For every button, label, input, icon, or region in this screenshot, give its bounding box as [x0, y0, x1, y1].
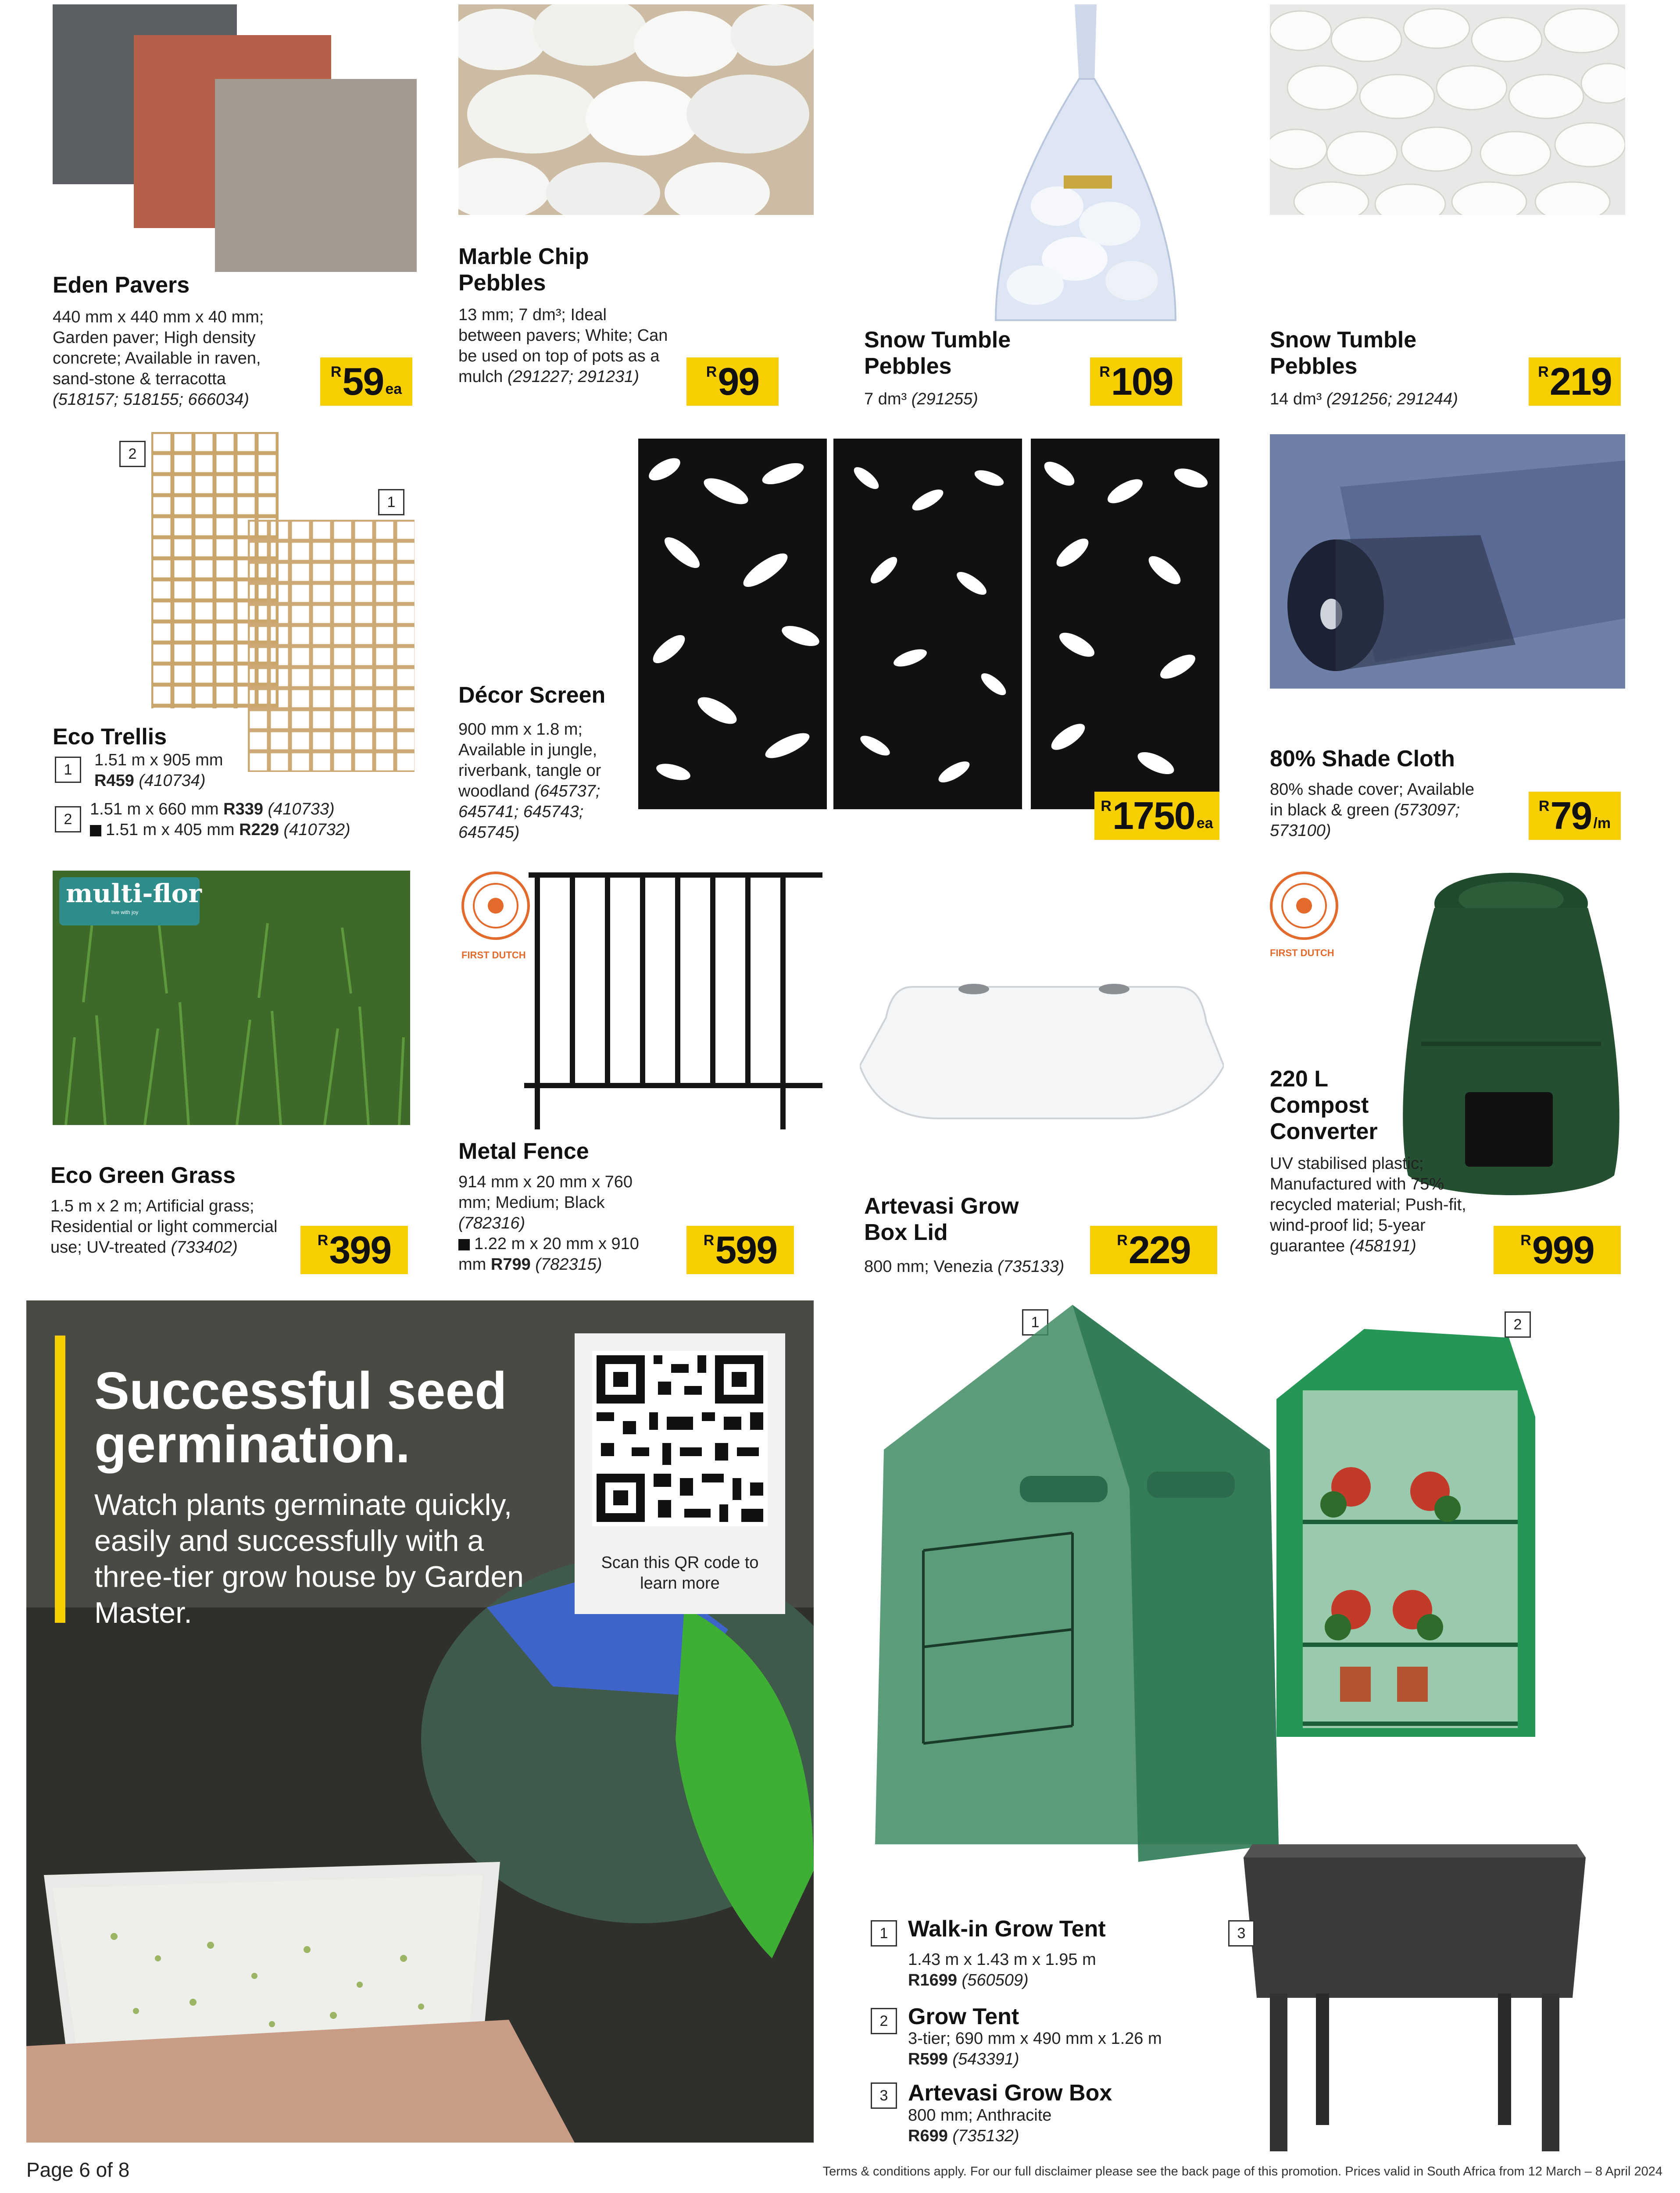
shade-cloth-image — [1270, 434, 1625, 689]
walk-in-tent-graphic — [858, 1305, 1296, 1866]
qr-code-caption: Scan this QR code to learn more — [601, 1554, 759, 1593]
grow-image-badge-2: 2 — [1505, 1311, 1531, 1338]
shade-cloth-desc: 80% shade cover; Available in black & green (573097; 573100) — [1270, 780, 1475, 840]
trellis-number-badge-2: 2 — [119, 441, 146, 467]
trellis-item-1: 1.51 m x 905 mm R459 (410734) — [94, 751, 223, 790]
artevasi-grow-box-image — [1239, 1836, 1590, 2154]
multi-flor-logo: multi-flor — [66, 879, 202, 908]
metal-fence-title: Metal Fence — [458, 1139, 589, 1164]
promo-body: Watch plants germinate quickly, easily and successfully with a three-tier grow house by Garden Master. — [94, 1488, 524, 1629]
trellis-item-badge-1: 1 — [55, 757, 81, 783]
metal-fence-graphic — [520, 866, 827, 1134]
page-number: Page 6 of 8 — [26, 2158, 130, 2181]
multi-flor-tagline: live with joy — [111, 909, 139, 915]
eco-trellis-title: Eco Trellis — [53, 724, 167, 750]
promo-heading: Successful seed germination. — [94, 1361, 507, 1474]
compost-converter-title: 220 L Compost Converter — [1270, 1066, 1378, 1144]
shade-cloth-title: 80% Shade Cloth — [1270, 746, 1455, 771]
grow-list-badge-2: 2 — [871, 2008, 897, 2034]
eco-green-grass-desc: 1.5 m x 2 m; Artificial grass; Residential or light commercial use; UV-treated (733402) — [50, 1197, 278, 1257]
qr-code-icon — [592, 1351, 768, 1526]
compost-converter-price: R 999 — [1494, 1226, 1621, 1274]
qr-code-panel — [575, 1333, 785, 1614]
eden-pavers-title: Eden Pavers — [53, 272, 190, 298]
marble-chip-price: R 99 — [686, 357, 779, 406]
metal-fence-price: R 599 — [686, 1226, 794, 1274]
artificial-grass-image — [53, 871, 410, 1125]
grow-tent-desc: 3-tier; 690 mm x 490 mm x 1.26 m R599 (543391) — [908, 2029, 1162, 2068]
grow-tent-image — [1263, 1329, 1548, 1746]
grass-texture-graphic — [53, 871, 410, 1125]
snow-pebbles-14-desc: 14 dm³ (291256; 291244) — [1270, 390, 1458, 408]
grow-box-planter-graphic — [1239, 1836, 1590, 2154]
decor-screen-desc: 900 mm x 1.8 m; Available in jungle, riverbank, tangle or woodland (645737; 645741; 645743; 645745) — [458, 720, 601, 842]
metal-fence-image — [520, 866, 827, 1134]
grow-list-badge-1: 1 — [871, 1920, 897, 1947]
trellis-1-graphic — [248, 520, 415, 772]
walk-in-grow-tent-desc: 1.43 m x 1.43 m x 1.95 m R1699 (560509) — [908, 1950, 1096, 1989]
grow-box-lid-title: Artevasi Grow Box Lid — [864, 1193, 1019, 1245]
trellis-1-image — [248, 520, 415, 772]
decor-screen-title: Décor Screen — [458, 682, 606, 708]
grow-image-badge-1: 1 — [1022, 1309, 1048, 1336]
snow-pebbles-bag-image — [969, 4, 1202, 329]
paver-tiles-graphic — [53, 4, 421, 272]
promo-accent-bar — [55, 1336, 65, 1623]
compost-converter-desc: UV stabilised plastic; Manufactured with 75% recycled material; Push-fit, wind-proof lid; 5-year guarantee (458191) — [1270, 1154, 1466, 1255]
marble-chip-desc: 13 mm; 7 dm³; Ideal between pavers; White; Can be used on top of pots as a mulch (291227; 291231) — [458, 306, 668, 386]
metal-fence-desc: 914 mm x 20 mm x 760 mm; Medium; Black (782316) 1.22 m x 20 mm x 910 mm R799 (782315) — [458, 1173, 639, 1274]
snow-pebbles-14-title: Snow Tumble Pebbles — [1270, 327, 1417, 379]
trellis-item-badge-2: 2 — [55, 806, 81, 832]
marble-stones-graphic — [458, 4, 814, 215]
grow-box-lid-price: R 229 — [1090, 1226, 1217, 1274]
decor-screen-graphic — [638, 439, 1219, 809]
grow-image-badge-3: 3 — [1228, 1920, 1255, 1947]
artevasi-grow-box-desc: 800 mm; Anthracite R699 (735132) — [908, 2106, 1052, 2145]
snow-pebbles-7-price: R 109 — [1090, 357, 1182, 406]
grow-box-lid-desc: 800 mm; Venezia (735133) — [864, 1257, 1065, 1276]
grow-tent-title: Grow Tent — [908, 2004, 1019, 2029]
eco-green-grass-title: Eco Green Grass — [50, 1163, 236, 1188]
walk-in-grow-tent-title: Walk-in Grow Tent — [908, 1916, 1106, 1942]
pebble-bag-graphic — [969, 4, 1202, 329]
snow-pebbles-7-desc: 7 dm³ (291255) — [864, 390, 978, 408]
snow-pebbles-7-title: Snow Tumble Pebbles — [864, 327, 1011, 379]
shade-cloth-roll-graphic — [1270, 434, 1625, 689]
marble-chip-image — [458, 4, 814, 215]
white-pebbles-graphic — [1270, 4, 1625, 215]
first-dutch-emblem-icon — [1269, 871, 1339, 941]
decor-screen-price: R 1750 ea — [1094, 792, 1219, 840]
walk-in-grow-tent-image — [858, 1305, 1296, 1866]
marble-chip-title: Marble Chip Pebbles — [458, 244, 589, 296]
eden-pavers-image — [53, 4, 421, 272]
eden-pavers-desc: 440 mm x 440 mm x 40 mm; Garden paver; High density concrete; Available in raven, sand-stone & terracotta (518157; 518155; 666034) — [53, 308, 264, 409]
qr-code[interactable] — [592, 1351, 768, 1526]
grow-box-lid-graphic — [860, 969, 1224, 1123]
first-dutch-brand-fence: FIRST DUTCH — [461, 950, 526, 961]
three-tier-tent-graphic — [1263, 1329, 1548, 1746]
terms-disclaimer: Terms & conditions apply. For our full disclaimer please see the back page of this promotion. Prices valid in South Africa from 12 March – 8 April 2024 — [822, 2164, 1662, 2179]
artevasi-grow-box-title: Artevasi Grow Box — [908, 2080, 1112, 2106]
snow-pebbles-14-price: R 219 — [1529, 357, 1621, 406]
eco-green-grass-price: R 399 — [300, 1226, 408, 1274]
snow-pebbles-image — [1270, 4, 1625, 215]
first-dutch-brand-compost: FIRST DUTCH — [1270, 947, 1334, 958]
trellis-item-2: 1.51 m x 660 mm R339 (410733) 1.51 m x 405 mm R229 (410732) — [90, 800, 350, 839]
trellis-number-badge-1: 1 — [378, 489, 404, 515]
grow-list-badge-3: 3 — [871, 2082, 897, 2109]
eden-pavers-price: R 59 ea — [320, 357, 412, 406]
grow-box-lid-image — [860, 969, 1224, 1123]
shade-cloth-price: R 79 /m — [1529, 792, 1621, 840]
decor-screen-panels-image — [638, 439, 1219, 809]
first-dutch-logo-compost — [1269, 871, 1339, 945]
